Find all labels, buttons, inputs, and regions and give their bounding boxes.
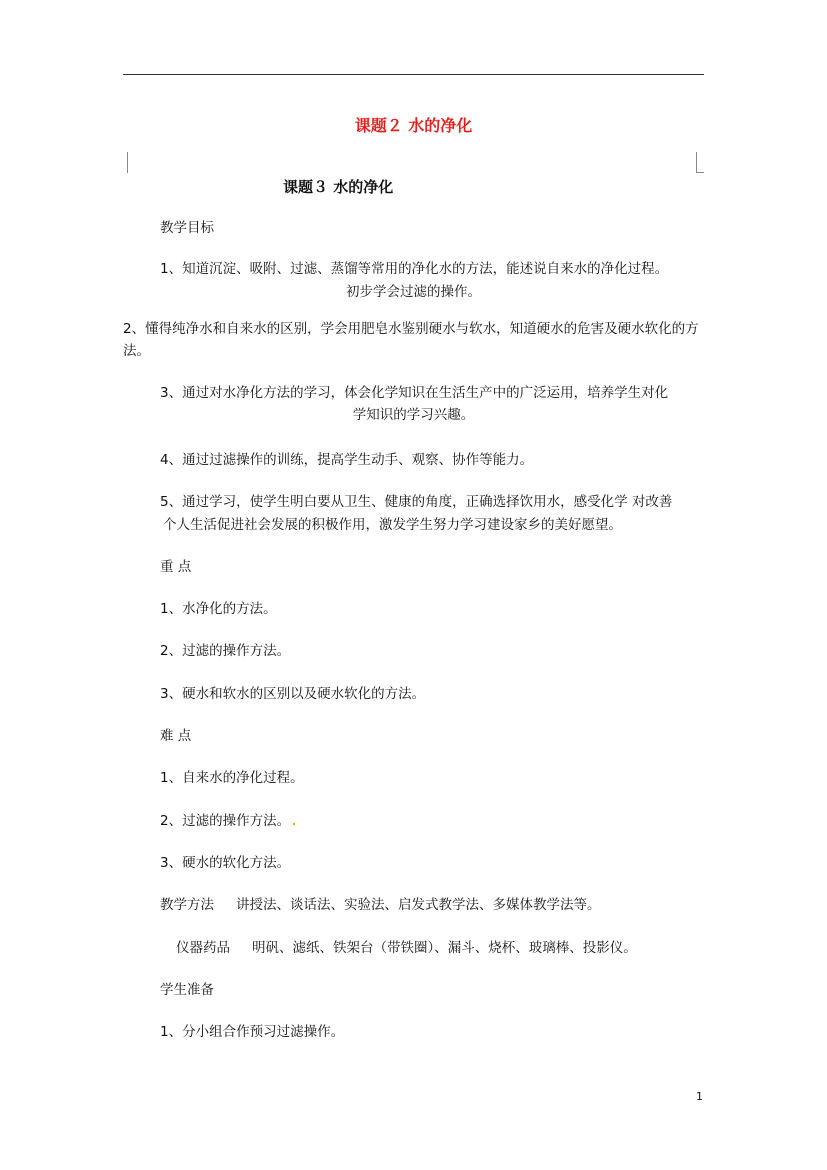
methods-row — [160, 895, 601, 915]
objective-3-line-1: 3、通过对水净化方法的学习，体会化学知识在生活生产中的广泛运用，培养学生对化 — [160, 385, 669, 401]
corner-mark-left — [127, 152, 128, 173]
difficulties-heading: 难 点 — [160, 728, 192, 744]
objective-5-line-1: 5、通过学习，使学生明白要从卫生、健康的角度，正确选择饮用水，感受化学 对改善 — [160, 494, 673, 510]
objective-5-line-2: 个人生活促进社会发展的积极作用，激发学生努力学习建设家乡的美好愿望。 — [163, 517, 622, 533]
difficulty-2: 2、过滤的操作方法。 — [160, 813, 291, 829]
page-number: 1 — [696, 1090, 703, 1103]
objective-1-line-2: 初步学会过滤的操作。 — [346, 284, 481, 300]
header-rule — [123, 74, 704, 75]
objective-2: 2、懂得纯净水和自来水的区别，学会用肥皂水鉴别硬水与软水，知道硬水的危害及硬水软化的方法。 — [123, 321, 699, 359]
lesson-subtitle: 课题３ 水的净化 — [283, 178, 394, 196]
materials-value: 明矾、滤纸、铁架台（带铁圈）、漏斗、烧杯、玻璃棒、投影仪。 — [252, 940, 637, 956]
corner-mark-right — [696, 152, 704, 173]
materials-row — [176, 938, 637, 958]
materials-label: 仪器药品 — [176, 940, 230, 956]
key-point-2: 2、过滤的操作方法。 — [160, 643, 291, 659]
difficulty-2-row — [160, 811, 295, 831]
key-points-heading: 重 点 — [160, 559, 192, 575]
difficulty-3: 3、硬水的软化方法。 — [160, 855, 291, 871]
objectives-heading: 教学目标 — [160, 220, 214, 236]
objective-1-line-1: 1、知道沉淀、吸附、过滤、蒸馏等常用的净化水的方法，能述说自来水的净化过程。 — [160, 261, 669, 277]
difficulty-1: 1、自来水的净化过程。 — [160, 770, 304, 786]
stray-mark — [293, 823, 295, 825]
methods-value: 讲授法、谈话法、实验法、启发式教学法、多媒体教学法等。 — [236, 897, 601, 913]
objective-3-line-2: 学知识的学习兴趣。 — [352, 407, 475, 423]
objective-4: 4、通过过滤操作的训练，提高学生动手、观察、协作等能力。 — [160, 452, 534, 468]
key-point-3: 3、硬水和软水的区别以及硬水软化的方法。 — [160, 686, 426, 702]
page-title: 课题２ 水的净化 — [354, 116, 473, 135]
key-point-1: 1、水净化的方法。 — [160, 601, 277, 617]
student-prep-1: 1、分小组合作预习过滤操作。 — [160, 1024, 345, 1040]
student-prep-heading: 学生准备 — [160, 982, 214, 998]
methods-label: 教学方法 — [160, 897, 214, 913]
